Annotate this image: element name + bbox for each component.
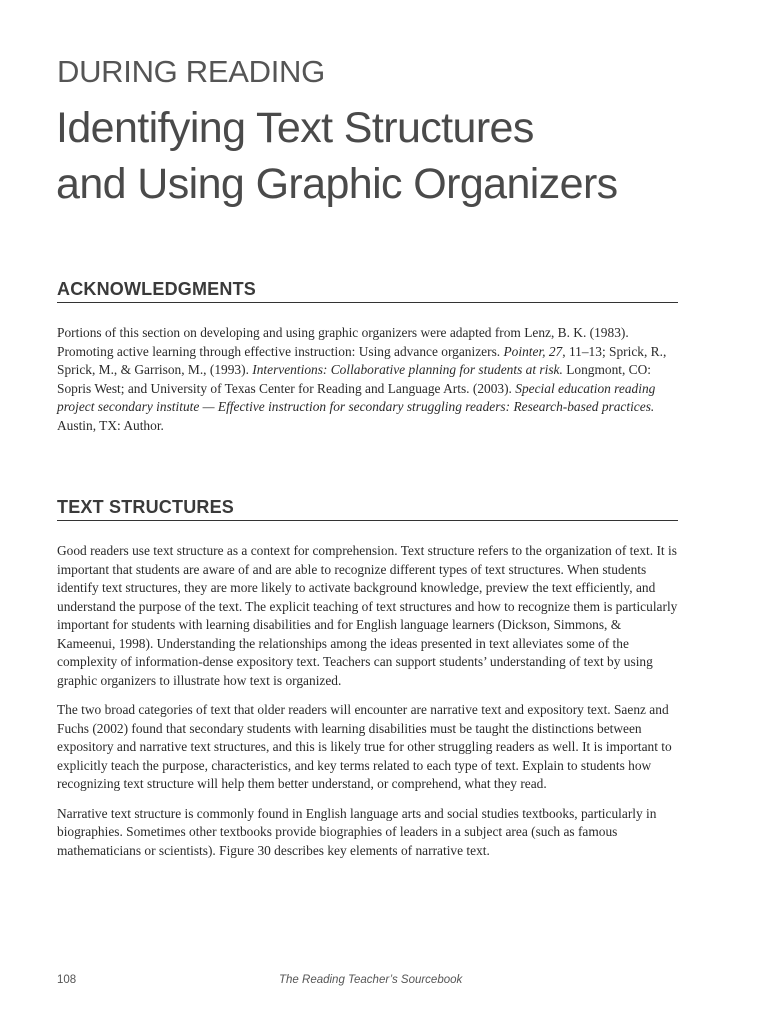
body-paragraph-3: Narrative text structure is commonly found in English language arts and social studies textbooks, particularly in biographies. Sometimes other textbooks provide biographies of leaders in a subject area (such as famous mathematicians or scientists). Figure 30 describes key elements of narrative text. <box>57 805 657 858</box>
acknowledgments-paragraph <box>57 324 682 435</box>
ack-text-3: Longmont, CO: Sopris West; and University of Texas Center for Reading and Language Arts. (2003). <box>57 362 652 396</box>
acknowledgments-heading: ACKNOWLEDGMENTS <box>57 278 678 303</box>
body-paragraph-1: Good readers use text structure as a context for comprehension. Text structure refers to the organization of text. It is important that students are aware of and are able to recognize different types of text structures. When students identify text structures, they are more likely to activate background knowledge, preview the text efficiently, and understand the purpose of the text. The explicit teaching of text structures and how to recognize them is particularly important for students with learning disabilities and for English language learners (Dickson, Simmons, & Kameenui, 1998). Understanding the relationships among the ideas presented in text alleviates some of the complexity of information-dense expository text. Teachers can support students’ understanding of text by using graphic organizers to illustrate how text is organized. <box>57 543 678 688</box>
ack-text-4: Austin, TX: Author. <box>57 417 164 433</box>
acknowledgments-body <box>57 324 682 446</box>
section-kicker: DURING READING <box>57 54 325 89</box>
ack-text-2: , 11–13; Sprick, R., Sprick, M., & Garrison, M., (1993). <box>57 343 667 377</box>
ack-italic-2: Interventions: Collaborative planning for students at risk. <box>252 362 563 377</box>
ack-italic-3: Special education reading project secondary institute — Effective instruction for secondary struggling readers: Research-based practices. <box>57 380 656 414</box>
text-structures-body <box>57 542 682 871</box>
text-structures-heading: TEXT STRUCTURES <box>57 496 678 521</box>
page-number: 108 <box>57 974 77 986</box>
book-title-footer: The Reading Teacher’s Sourcebook <box>279 974 463 986</box>
ack-italic-1: Pointer, 27 <box>503 343 563 359</box>
page-title-line-2: and Using Graphic Organizers <box>56 160 618 208</box>
ack-text-1: Portions of this section on developing and using graphic organizers were adapted from Lenz, B. K. (1983). Promoting active learning through effective instruction: Using advance organizers. <box>57 325 629 359</box>
body-paragraph-2: The two broad categories of text that older readers will encounter are narrative text and expository text. Saenz and Fuchs (2002) found that secondary students with learning disabilities must be taught the distinctions between expository and narrative text structures, and this is likely true for other struggling readers as well. It is important to explicitly teach the purpose, characteristics, and key terms related to each type of text. Explain to students how recognizing text structure will help them better understand, or comprehend, what they read. <box>57 702 672 791</box>
page-title-line-1: Identifying Text Structures <box>56 104 534 152</box>
page-title <box>56 100 736 212</box>
